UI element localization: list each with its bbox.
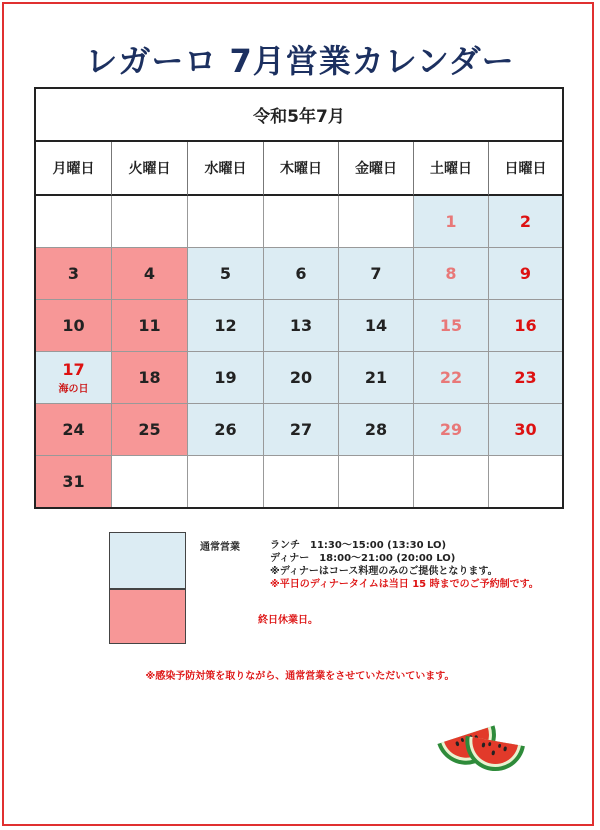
day-cell [188,352,264,404]
day-cell [489,300,562,352]
empty-day-cell [339,456,414,507]
day-number: 11 [138,316,161,335]
day-number: 24 [62,420,85,439]
day-number: 26 [214,420,237,439]
day-cell [112,352,188,404]
empty-day-cell [489,456,562,507]
day-number: 2 [519,212,532,231]
day-number: 31 [62,472,85,491]
day-number: 1 [445,212,457,231]
calendar-grid [36,196,562,507]
calendar-table [34,87,564,509]
empty-day-cell [264,456,339,507]
weekday-header: 月曜日 [36,142,112,196]
empty-day-cell [339,196,414,248]
day-cell [264,352,339,404]
day-number: 14 [364,316,388,335]
day-number: 9 [519,264,532,283]
day-cell [112,300,188,352]
day-number: 16 [514,316,537,335]
empty-day-cell [36,196,112,248]
calendar-period: 令和5年7月 [36,89,562,142]
day-cell [339,404,414,456]
day-cell [264,404,339,456]
day-cell [489,404,562,456]
day-cell [188,248,264,300]
empty-day-cell [414,456,489,507]
day-cell [36,352,112,404]
day-cell [36,456,112,507]
day-number: 19 [214,368,237,387]
day-number: 12 [214,316,237,335]
day-cell [36,404,112,456]
day-number: 10 [62,316,85,335]
legend-swatch-open [109,532,186,589]
day-cell [414,248,489,300]
day-cell [489,196,562,248]
day-number: 17 [62,360,85,379]
day-cell [188,300,264,352]
weekday-header: 土曜日 [414,142,489,196]
day-cell [489,352,562,404]
legend-swatch-closed [109,589,186,644]
weekday-header: 金曜日 [339,142,414,196]
day-number: 29 [439,420,463,439]
day-number: 3 [67,264,80,283]
day-number: 30 [514,420,537,439]
day-cell [264,300,339,352]
weekday-header: 火曜日 [112,142,188,196]
day-cell [188,404,264,456]
watermelon-icon [430,703,530,773]
day-number: 21 [364,368,388,387]
day-cell [414,300,489,352]
legend-closed-label: 終日休業日。 [258,615,318,626]
day-cell [339,352,414,404]
holiday-note: 海の日 [58,384,89,395]
legend-dinner-note: ※ディナーはコース料理のみのご提供となります。 [270,566,498,577]
footer-note: ※感染予防対策を取りながら、通常営業をさせていただいています。 [145,671,455,682]
day-number: 7 [370,264,382,283]
day-number: 28 [364,420,388,439]
day-number: 13 [289,316,313,335]
empty-day-cell [112,456,188,507]
weekday-header: 日曜日 [489,142,562,196]
day-number: 23 [514,368,537,387]
day-cell [414,352,489,404]
day-number: 27 [289,420,313,439]
day-number: 6 [295,264,307,283]
day-cell [414,404,489,456]
weekday-header: 木曜日 [264,142,339,196]
day-cell [112,404,188,456]
legend-weekday-reservation-note: ※平日のディナータイムは当日 15 時までのご予約制です。 [270,579,539,590]
empty-day-cell [264,196,339,248]
day-cell [339,300,414,352]
day-number: 5 [219,264,232,283]
weekday-header: 水曜日 [188,142,264,196]
day-number: 22 [439,368,463,387]
day-number: 25 [138,420,161,439]
empty-day-cell [188,196,264,248]
day-number: 20 [289,368,313,387]
day-cell [36,300,112,352]
empty-day-cell [112,196,188,248]
day-cell [489,248,562,300]
legend-open-label: 通常営業 [200,542,240,553]
day-cell [112,248,188,300]
day-cell [339,248,414,300]
day-number: 8 [445,264,457,283]
day-cell [36,248,112,300]
page-title: レガーロ 7月営業カレンダー [85,42,515,80]
legend-dinner-hours: ディナー 18:00〜21:00 (20:00 LO) [270,553,456,564]
day-number: 15 [439,316,463,335]
empty-day-cell [188,456,264,507]
legend-lunch-hours: ランチ 11:30〜15:00 (13:30 LO) [270,540,447,551]
day-cell [264,248,339,300]
weekday-header-row [36,142,562,196]
day-cell [414,196,489,248]
day-number: 18 [138,368,161,387]
day-number: 4 [143,264,156,283]
